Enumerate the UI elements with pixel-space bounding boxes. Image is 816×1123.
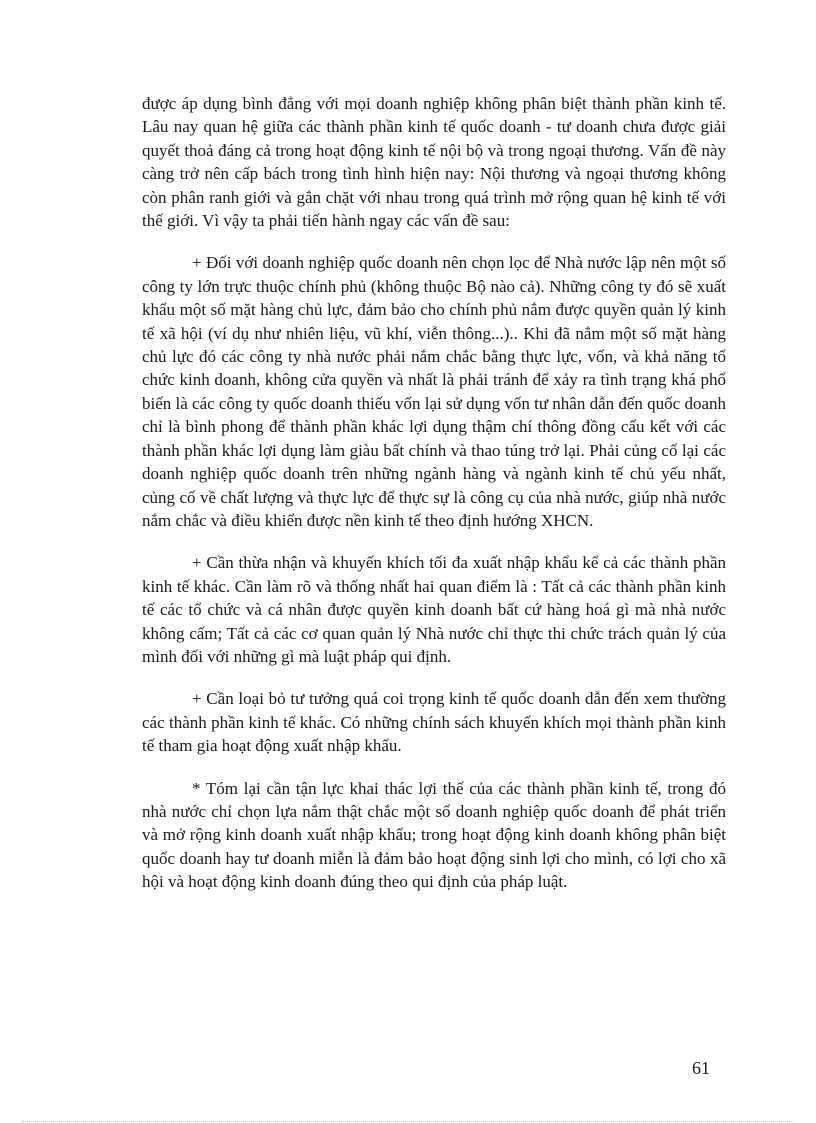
page-number: 61 (692, 1058, 710, 1078)
bottom-divider (22, 1121, 794, 1122)
paragraph-4: + Cần loại bỏ tư tưởng quá coi trọng kinh tế quốc doanh dẫn đến xem thường các thành phần kinh tế khác. Có những chính sách khuyến khích mọi thành phần kinh tế tham gia hoạt động xuất nhập khẩu. (142, 689, 726, 756)
paragraph-2: + Đối với doanh nghiệp quốc doanh nên chọn lọc để Nhà nước lập nên một số công ty lớn trực thuộc chính phủ (không thuộc Bộ nào cả). Những công ty đó sẽ xuất khẩu một số mặt hàng chủ lực, đảm bảo cho chính phủ nắm được quyền quản lý kinh tế xã hội (ví dụ như nhiên liệu, vũ khí, viễn thông...).. Khi đã nắm một số mặt hàng chủ lực đó các công ty nhà nước phải nắm chắc bằng thực lực, vốn, và khả năng tổ chức kinh doanh, không cửa quyền và nhất là phải tránh để xảy ra tình trạng khá phổ biến là các công ty quốc doanh thiếu vốn lại sử dụng vốn tư nhân dẫn đến quốc doanh chỉ là bình phong để thành phần khác lợi dụng thậm chí thông đồng cấu kết với các thành phần khác lợi dụng làm giàu bất chính và thao túng trở lại. Phải củng cố lại các doanh nghiệp quốc doanh trên những ngành hàng và ngành kinh tế chủ yếu nhất, củng cố về chất lượng và thực lực để thực sự là công cụ của nhà nước, giúp nhà nước nắm chắc và điều khiển được nền kinh tế theo định hướng XHCN. (142, 253, 727, 530)
paragraph-3: + Cần thừa nhận và khuyến khích tối đa xuất nhập khẩu kể cả các thành phần kinh tế khác. Cần làm rõ và thống nhất hai quan điểm là : Tất cả các thành phần kinh tế các tổ chức và cá nhân được quyền kinh doanh bất cứ hàng hoá gì mà nhà nước không cấm; Tất cả các cơ quan quản lý Nhà nước chỉ thực thi chức trách quản lý của mình đối với những gì mà luật pháp qui định. (142, 553, 726, 666)
paragraph-1: được áp dụng bình đẳng với mọi doanh nghiệp không phân biệt thành phần kinh tế. Lâu nay quan hệ giữa các thành phần kinh tế quốc doanh - tư doanh chưa được giải quyết thoả đáng cả trong hoạt động kinh tế nội bộ và trong ngoại thương. Vấn đề này càng trở nên cấp bách trong tình hình hiện nay: Nội thương và ngoại thương không còn phân ranh giới và gắn chặt với nhau trong quá trình mở rộng quan hệ kinh tế với thế giới. Vì vậy ta phải tiến hành ngay các vấn đề sau: (142, 94, 726, 231)
document-body (142, 92, 726, 913)
paragraph-5: * Tóm lại cần tận lực khai thác lợi thế của các thành phần kinh tế, trong đó nhà nước chỉ chọn lựa nắm thật chắc một số doanh nghiệp quốc doanh để phát triển và mở rộng kinh doanh xuất nhập khẩu; trong hoạt động kinh doanh không phân biệt quốc doanh hay tư doanh miễn là đảm bảo hoạt động sinh lợi cho mình, có lợi cho xã hội và hoạt động kinh doanh đúng theo qui định của pháp luật. (142, 778, 726, 892)
